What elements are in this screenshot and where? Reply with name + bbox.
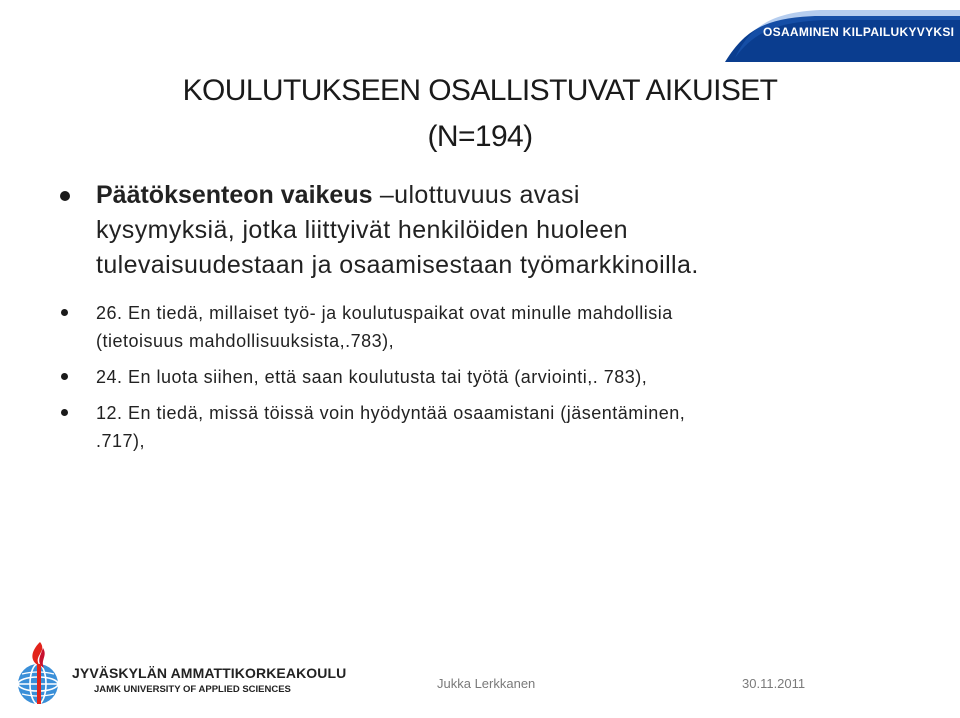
sub-bullet-1-line-1: 26. En tiedä, millaiset työ- ja koulutuspaikat ovat minulle mahdollisia — [96, 303, 673, 323]
title-line-1: KOULUTUKSEEN OSALLISTUVAT AIKUISET — [182, 74, 778, 107]
slide-title — [120, 68, 840, 160]
bullet-dot-icon — [60, 191, 70, 201]
footer-author: Jukka Lerkkanen — [437, 676, 536, 691]
logo-name-fi: JYVÄSKYLÄN AMMATTIKORKEAKOULU — [72, 665, 347, 681]
sub-bullet-2 — [60, 363, 920, 391]
main-bullet-line-1 — [96, 178, 920, 213]
main-bullet — [60, 178, 920, 283]
title-line-2: (N=194) — [427, 120, 533, 153]
bullet-dot-icon — [61, 309, 68, 316]
main-bullet-line-3: tulevaisuudestaan ja osaamisestaan työmarkkinoilla. — [96, 251, 699, 279]
main-bullet-line-2: kysymyksiä, jotka liittyivät henkilöiden huoleen — [96, 216, 628, 244]
slide-content — [60, 178, 920, 455]
sub-bullet-1 — [60, 299, 920, 355]
sub-bullet-3-line-1: 12. En tiedä, missä töissä voin hyödyntää osaamistani (jäsentäminen, — [96, 403, 686, 423]
logo-name-en: JAMK UNIVERSITY OF APPLIED SCIENCES — [94, 684, 291, 695]
bullet-dot-icon — [61, 409, 68, 416]
jamk-flame-globe-icon — [10, 638, 70, 710]
footer-logo — [10, 638, 347, 710]
footer-date: 30.11.2011 — [742, 676, 806, 691]
bullet-dot-icon — [61, 373, 68, 380]
main-bullet-rest: –ulottuvuus avasi — [372, 181, 580, 209]
main-bullet-bold: Päätöksenteon vaikeus — [96, 181, 373, 209]
header-tagline-banner — [725, 0, 960, 62]
sub-bullet-1-line-2: (tietoisuus mahdollisuuksista,.783), — [96, 331, 395, 351]
sub-bullet-3-line-2: .717), — [96, 431, 146, 451]
sub-bullet-3 — [60, 399, 920, 455]
sub-bullet-2-line-1: 24. En luota siihen, että saan koulutusta tai työtä (arviointi,. 783), — [96, 367, 648, 387]
tagline-text: OSAAMINEN KILPAILUKYVYKSI — [763, 25, 955, 39]
